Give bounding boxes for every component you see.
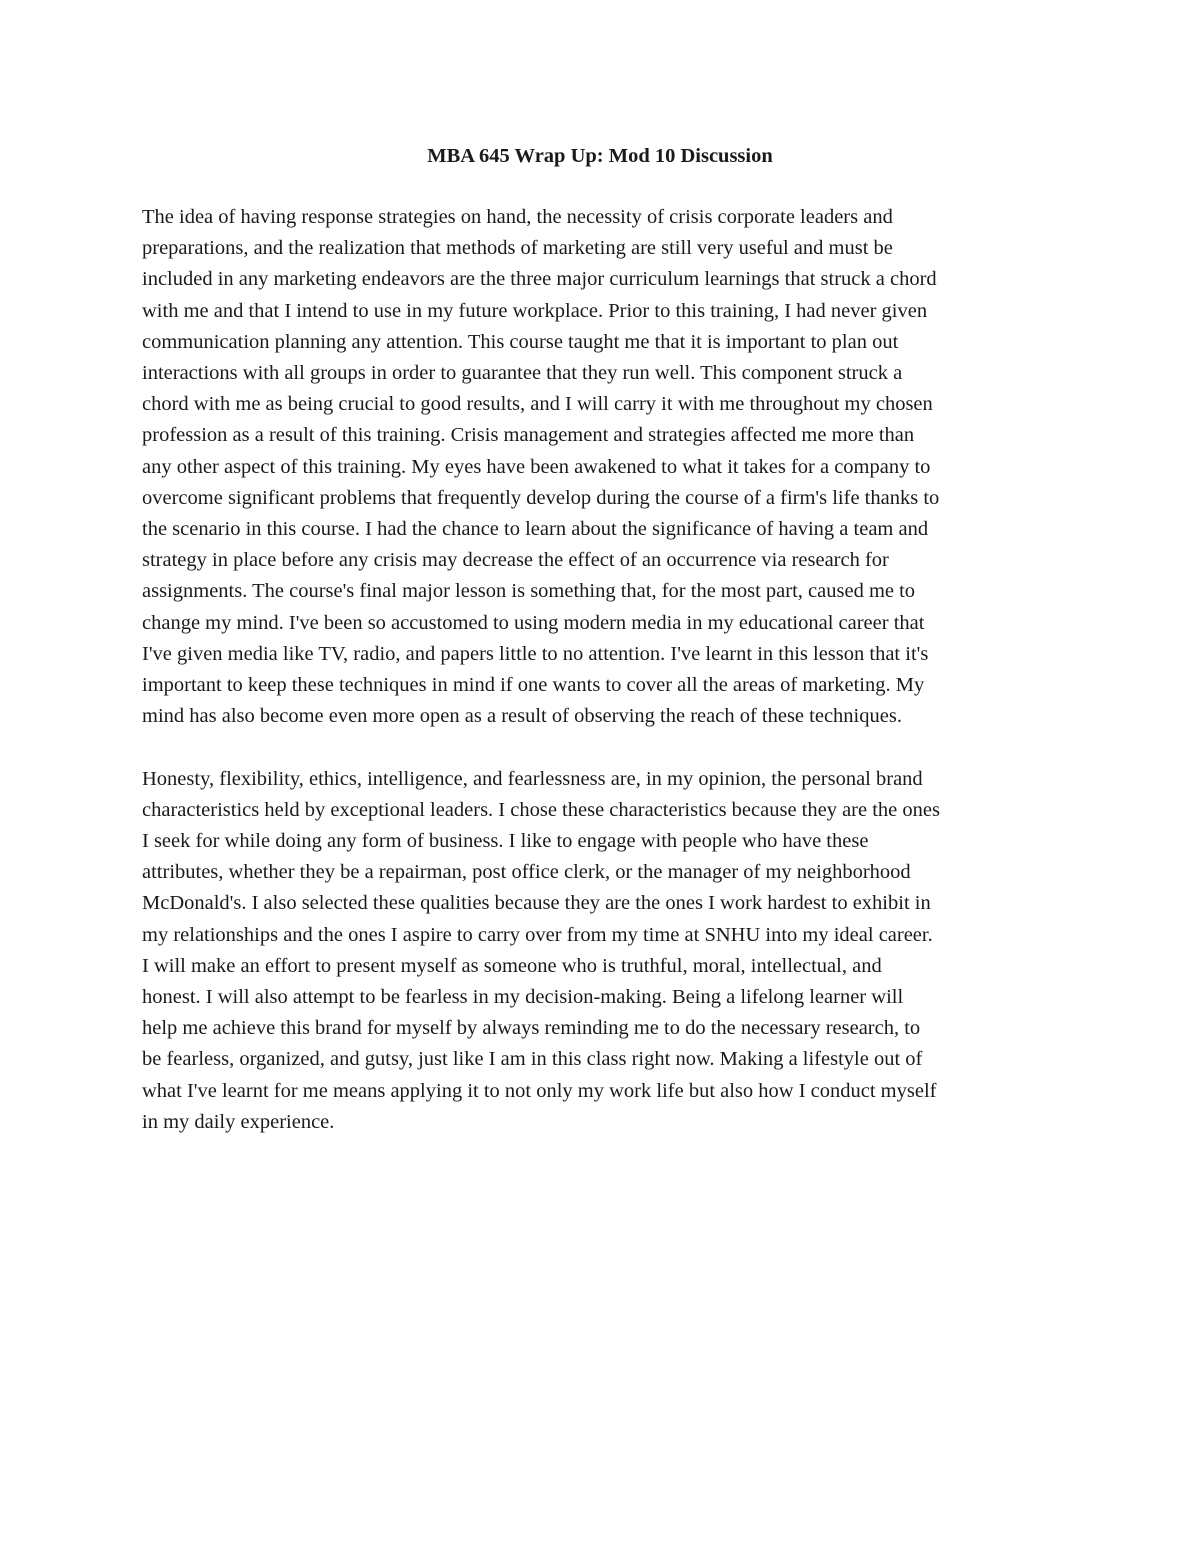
text-line: important to keep these techniques in mind if one wants to cover all the areas of marketing. My [142,674,925,697]
text-line: I've given media like TV, radio, and papers little to no attention. I've learnt in this lesson that it's [142,642,929,665]
text-line: help me achieve this brand for myself by always reminding me to do the necessary research, to [142,1017,921,1040]
text-line: The idea of having response strategies on hand, the necessity of crisis corporate leaders and [142,206,893,228]
text-line: in my daily experience. [142,1110,335,1133]
paragraph-reflection [142,202,1062,732]
text-line: change my mind. I've been so accustomed to using modern media in my educational career that [142,611,925,634]
text-line: mind has also become even more open as a result of observing the reach of these techniques. [142,705,902,728]
text-line: with me and that I intend to use in my future workplace. Prior to this training, I had never given [142,299,928,322]
text-line: my relationships and the ones I aspire to carry over from my time at SNHU into my ideal career. [142,923,933,946]
text-line: be fearless, organized, and gutsy, just like I am in this class right now. Making a lifestyle out of [142,1048,923,1071]
text-line: interactions with all groups in order to guarantee that they run well. This component struck a [142,362,903,385]
document-body [142,202,1062,1169]
text-line: I will make an effort to present myself as someone who is truthful, moral, intellectual, and [142,954,882,977]
text-line: characteristics held by exceptional leaders. I chose these characteristics because they are the ones [142,798,940,821]
text-line: attributes, whether they be a repairman, post office clerk, or the manager of my neighborhood [142,861,911,884]
text-line: the scenario in this course. I had the chance to learn about the significance of having a team and [142,518,929,541]
text-line: chord with me as being crucial to good results, and I will carry it with me throughout my chosen [142,393,933,416]
text-line: Honesty, flexibility, ethics, intelligence, and fearlessness are, in my opinion, the personal brand [142,767,923,790]
text-line: communication planning any attention. This course taught me that it is important to plan out [142,330,899,353]
text-line: profession as a result of this training. Crisis management and strategies affected me more than [142,424,915,447]
text-line: assignments. The course's final major lesson is something that, for the most part, caused me to [142,580,916,603]
text-line: McDonald's. I also selected these qualities because they are the ones I work hardest to exhibit in [142,892,931,915]
text-line: honest. I will also attempt to be fearless in my decision-making. Being a lifelong learner will [142,986,904,1009]
paragraph-personal-brand [142,764,1062,1138]
text-line: strategy in place before any crisis may decrease the effect of an occurrence via research for [142,549,889,572]
text-line: any other aspect of this training. My eyes have been awakened to what it takes for a company to [142,455,931,478]
text-line: preparations, and the realization that methods of marketing are still very useful and must be [142,237,893,260]
text-line: I seek for while doing any form of business. I like to engage with people who have these [142,830,869,853]
document-title: MBA 645 Wrap Up: Mod 10 Discussion [427,145,773,167]
text-line: what I've learnt for me means applying it to not only my work life but also how I conduct myself [142,1079,937,1102]
text-line: included in any marketing endeavors are the three major curriculum learnings that struck a chord [142,268,937,291]
text-line: overcome significant problems that frequently develop during the course of a firm's life thanks to [142,486,940,509]
